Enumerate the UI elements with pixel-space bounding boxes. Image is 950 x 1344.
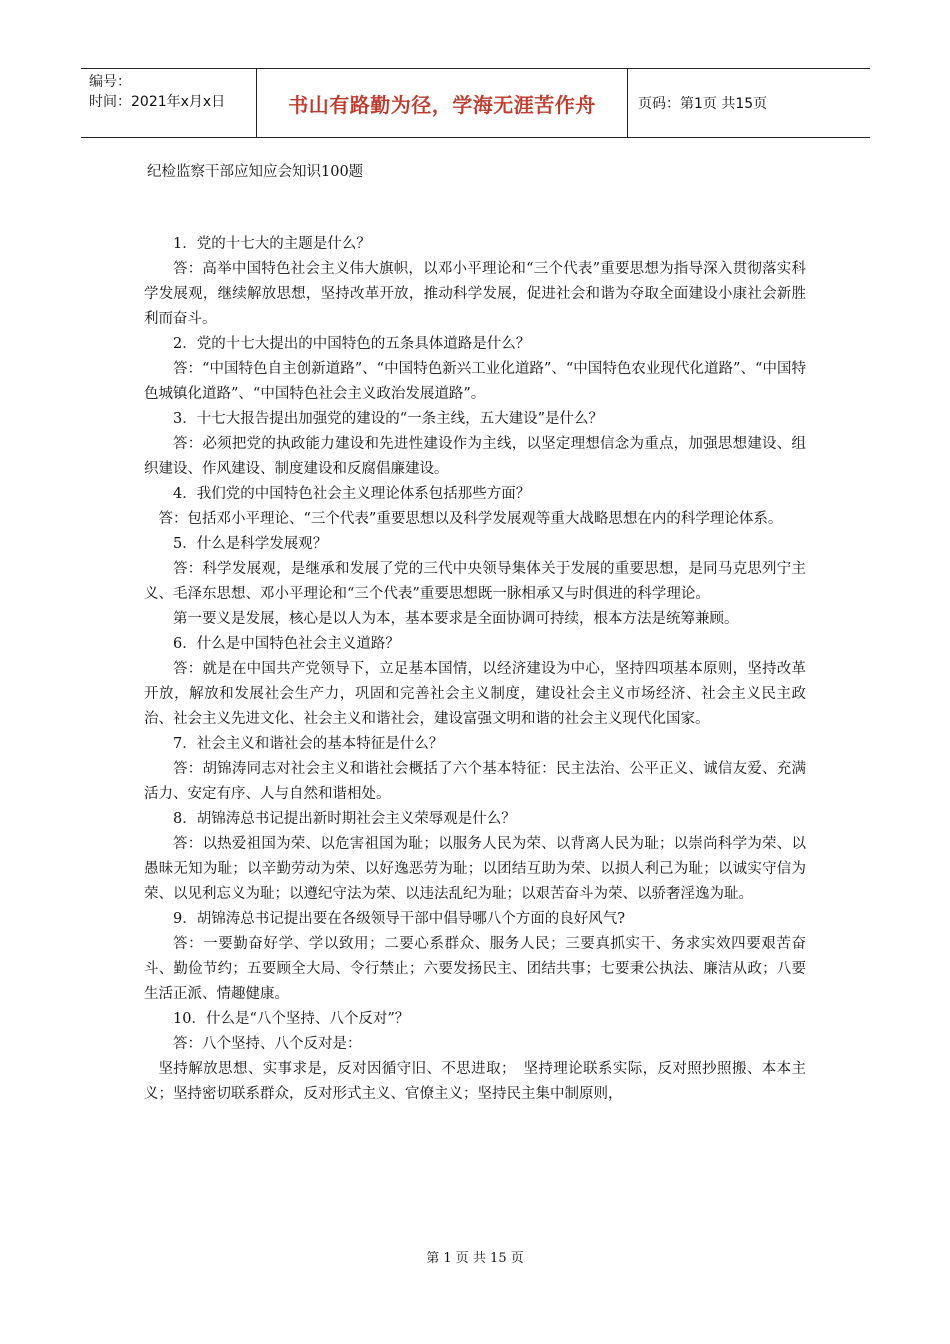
body-paragraph: 8．胡锦涛总书记提出新时期社会主义荣辱观是什么？ bbox=[173, 811, 516, 827]
body-paragraph: 5．什么是科学发展观？ bbox=[173, 536, 328, 552]
body-paragraph: 1．党的十七大的主题是什么？ bbox=[173, 236, 371, 252]
document-number-label: 编号： bbox=[89, 74, 131, 90]
document-body bbox=[144, 232, 806, 1107]
body-paragraph: 答：就是在中国共产党领导下，立足基本国情，以经济建设为中心，坚持四项基本原则，坚持改革开放，解放和发展社会生产力，巩固和完善社会主义制度，建设社会主义市场经济、社会主义民主政治、社会主义先进文化、社会主义和谐社会，建设富强文明和谐的社会主义现代化国家。 bbox=[144, 661, 806, 727]
body-paragraph: 答：一要勤奋好学、学以致用；二要心系群众、服务人民；三要真抓实干、务求实效四要艰苦奋斗、勤俭节约；五要顾全大局、令行禁止；六要发扬民主、团结共事；七要秉公执法、廉洁从政；八要生活正派、情趣健康。 bbox=[144, 936, 806, 1002]
body-paragraph: 答：八个坚持、八个反对是： bbox=[173, 1036, 362, 1052]
body-paragraph: 答：以热爱祖国为荣、以危害祖国为耻；以服务人民为荣、以背离人民为耻；以崇尚科学为荣、以愚昧无知为耻；以辛勤劳动为荣、以好逸恶劳为耻；以团结互助为荣、以损人利己为耻；以诚实守信为荣、以见利忘义为耻；以遵纪守法为荣、以违法乱纪为耻；以艰苦奋斗为荣、以骄奢淫逸为耻。 bbox=[144, 836, 806, 902]
page-footer: 第 1 页 共 15 页 bbox=[426, 1251, 524, 1266]
body-paragraph: 答：科学发展观，是继承和发展了党的三代中央领导集体关于发展的重要思想，是同马克思列宁主义、毛泽东思想、邓小平理论和“三个代表”重要思想既一脉相承又与时俱进的科学理论。 bbox=[144, 561, 806, 602]
body-paragraph: 第一要义是发展，核心是以人为本，基本要求是全面协调可持续，根本方法是统筹兼顾。 bbox=[173, 611, 739, 627]
body-paragraph: 7．社会主义和谐社会的基本特征是什么？ bbox=[173, 736, 444, 752]
document-title: 纪检监察干部应知应会知识100题 bbox=[147, 164, 364, 180]
document-date-label: 时间：2021年x月x日 bbox=[89, 94, 226, 110]
body-paragraph: 坚持解放思想、实事求是，反对因循守旧、不思进取； 坚持理论联系实际，反对照抄照搬、本本主义；坚持密切联系群众，反对形式主义、官僚主义；坚持民主集中制原则， bbox=[144, 1061, 806, 1102]
header-meta bbox=[81, 69, 256, 137]
body-paragraph: 答：包括邓小平理论、“三个代表”重要思想以及科学发展观等重大战略思想在内的科学理论体系。 bbox=[158, 511, 783, 527]
header-motto-cell bbox=[256, 69, 628, 137]
page-header bbox=[81, 68, 870, 138]
body-paragraph: 答：“中国特色自主创新道路”、“中国特色新兴工业化道路”、“中国特色农业现代化道路”、“中国特色城镇化道路”、“中国特色社会主义政治发展道路”。 bbox=[144, 361, 806, 402]
body-paragraph: 4．我们党的中国特色社会主义理论体系包括那些方面？ bbox=[173, 486, 531, 502]
header-motto: 书山有路勤为径，学海无涯苦作舟 bbox=[288, 92, 596, 117]
body-paragraph: 9．胡锦涛总书记提出要在各级领导干部中倡导哪八个方面的良好风气? bbox=[173, 911, 625, 927]
body-paragraph: 6．什么是中国特色社会主义道路？ bbox=[173, 636, 400, 652]
body-paragraph: 3．十七大报告提出加强党的建设的“一条主线，五大建设”是什么？ bbox=[173, 411, 604, 427]
body-paragraph: 10．什么是“八个坚持、八个反对”？ bbox=[173, 1011, 410, 1027]
body-paragraph: 答：必须把党的执政能力建设和先进性建设作为主线，以坚定理想信念为重点，加强思想建设、组织建设、作风建设、制度建设和反腐倡廉建设。 bbox=[144, 436, 806, 477]
body-paragraph: 2．党的十七大提出的中国特色的五条具体道路是什么？ bbox=[173, 336, 531, 352]
body-paragraph: 答：胡锦涛同志对社会主义和谐社会概括了六个基本特征：民主法治、公平正义、诚信友爱、充满活力、安定有序、人与自然和谐相处。 bbox=[144, 761, 806, 802]
body-paragraph: 答：高举中国特色社会主义伟大旗帜，以邓小平理论和“三个代表”重要思想为指导深入贯彻落实科学发展观，继续解放思想，坚持改革开放，推动科学发展，促进社会和谐为夺取全面建设小康社会新胜利而奋斗。 bbox=[144, 261, 806, 327]
header-page-info: 页码：第1页 共15页 bbox=[638, 96, 768, 112]
